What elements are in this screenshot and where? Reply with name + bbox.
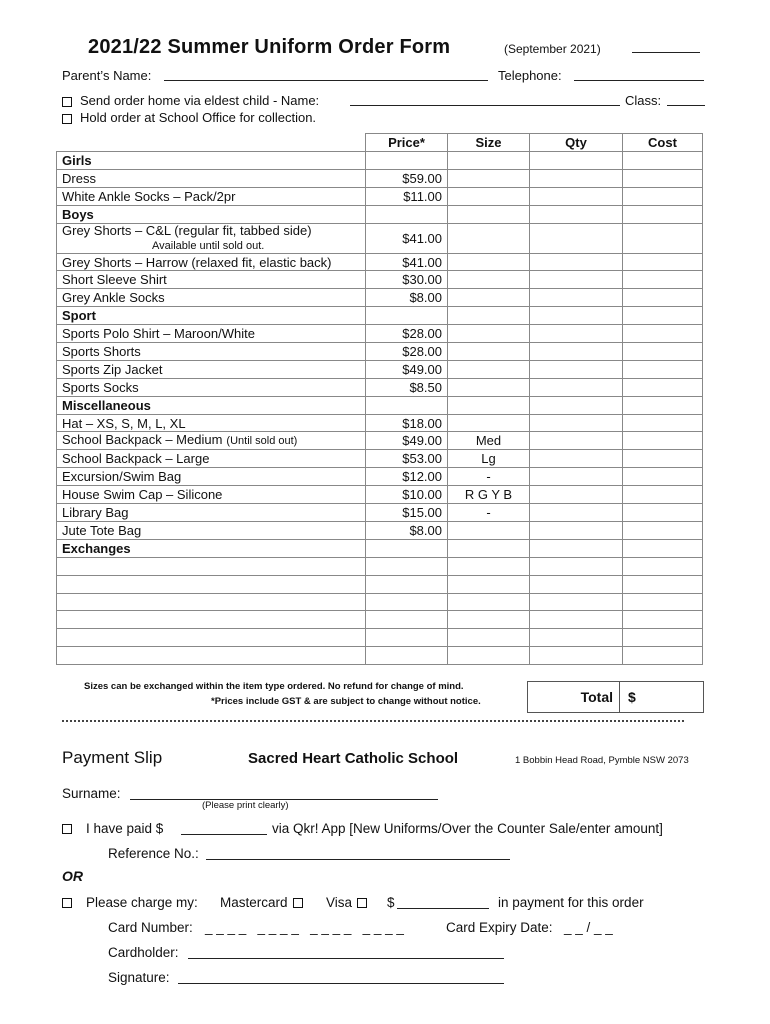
item-availability: Available until sold out. bbox=[152, 239, 265, 252]
cardholder-label: Cardholder: bbox=[108, 945, 179, 960]
qty-cell[interactable] bbox=[530, 378, 623, 396]
school-name: Sacred Heart Catholic School bbox=[248, 750, 459, 767]
item-cell bbox=[57, 205, 366, 223]
cost-cell[interactable] bbox=[623, 504, 703, 522]
qty-cell[interactable] bbox=[530, 414, 623, 432]
cost-cell[interactable] bbox=[623, 289, 703, 307]
size-cell[interactable] bbox=[448, 378, 530, 396]
item-row bbox=[57, 486, 703, 504]
size-cell[interactable] bbox=[448, 325, 530, 343]
section-row bbox=[57, 396, 703, 414]
item-name: Sports Polo Shirt – Maroon/White bbox=[62, 326, 255, 342]
price-cell bbox=[366, 557, 448, 575]
item-cell bbox=[57, 450, 366, 468]
price-cell: $15.00 bbox=[366, 504, 448, 522]
size-cell[interactable] bbox=[448, 253, 530, 271]
cost-cell[interactable] bbox=[623, 253, 703, 271]
surname-field[interactable] bbox=[130, 785, 438, 800]
size-cell[interactable] bbox=[448, 343, 530, 361]
qty-cell bbox=[530, 396, 623, 414]
qty-cell[interactable] bbox=[530, 593, 623, 611]
qty-cell[interactable] bbox=[530, 486, 623, 504]
item-name: Hat – XS, S, M, L, XL bbox=[62, 415, 186, 431]
price-cell: $18.00 bbox=[366, 414, 448, 432]
item-row bbox=[57, 468, 703, 486]
cost-cell[interactable] bbox=[623, 360, 703, 378]
price-cell bbox=[366, 647, 448, 665]
item-name: Exchanges bbox=[62, 540, 131, 556]
size-cell[interactable]: Lg bbox=[448, 450, 530, 468]
reference-field[interactable] bbox=[206, 845, 510, 860]
qty-cell[interactable] bbox=[530, 450, 623, 468]
size-cell[interactable] bbox=[448, 187, 530, 205]
item-cell bbox=[57, 307, 366, 325]
item-cell bbox=[57, 611, 366, 629]
item-cell bbox=[57, 253, 366, 271]
item-cell bbox=[57, 343, 366, 361]
paid-option bbox=[62, 821, 163, 836]
price-cell: $41.00 bbox=[366, 223, 448, 253]
order-table-body bbox=[57, 152, 703, 665]
qty-cell[interactable] bbox=[530, 325, 623, 343]
item-name: School Backpack – Medium bbox=[62, 432, 223, 448]
header-qty: Qty bbox=[530, 134, 623, 152]
item-row bbox=[57, 522, 703, 540]
item-name: Short Sleeve Shirt bbox=[62, 272, 167, 288]
blank-row bbox=[57, 611, 703, 629]
item-row bbox=[57, 450, 703, 468]
price-cell bbox=[366, 152, 448, 170]
form-blank-field[interactable] bbox=[632, 38, 700, 53]
price-cell: $59.00 bbox=[366, 169, 448, 187]
size-cell[interactable] bbox=[448, 414, 530, 432]
paid-checkbox[interactable] bbox=[62, 824, 72, 834]
size-cell bbox=[448, 152, 530, 170]
hold-label: Hold order at School Office for collection. bbox=[80, 110, 317, 125]
price-cell bbox=[366, 307, 448, 325]
price-cell: $12.00 bbox=[366, 468, 448, 486]
header-price: Price* bbox=[366, 134, 448, 152]
parent-name-field[interactable] bbox=[164, 66, 488, 81]
cost-cell bbox=[623, 307, 703, 325]
surname-label: Surname: bbox=[62, 786, 121, 801]
qty-cell[interactable] bbox=[530, 504, 623, 522]
qty-cell bbox=[530, 205, 623, 223]
item-cell bbox=[57, 539, 366, 557]
hold-option bbox=[62, 110, 316, 125]
item-name: Library Bag bbox=[62, 505, 129, 521]
item-row bbox=[57, 253, 703, 271]
price-cell: $8.00 bbox=[366, 289, 448, 307]
cost-cell bbox=[623, 205, 703, 223]
header-size: Size bbox=[448, 134, 530, 152]
blank-row bbox=[57, 575, 703, 593]
charge-dollar: $ bbox=[387, 895, 395, 910]
paid-amount-field[interactable] bbox=[181, 820, 267, 835]
size-cell[interactable] bbox=[448, 223, 530, 253]
qty-cell bbox=[530, 307, 623, 325]
item-cell bbox=[57, 360, 366, 378]
price-cell bbox=[366, 205, 448, 223]
item-cell bbox=[57, 325, 366, 343]
item-cell bbox=[57, 629, 366, 647]
qty-cell bbox=[530, 152, 623, 170]
class-field[interactable] bbox=[667, 91, 705, 106]
cost-cell[interactable] bbox=[623, 522, 703, 540]
mastercard-option bbox=[220, 895, 309, 910]
item-name: Grey Shorts – Harrow (relaxed fit, elastic back) bbox=[62, 254, 332, 270]
qty-cell[interactable] bbox=[530, 468, 623, 486]
size-cell[interactable] bbox=[448, 522, 530, 540]
size-cell[interactable]: R G Y B bbox=[448, 486, 530, 504]
send-home-label: Send order home via eldest child - Name: bbox=[80, 93, 320, 108]
print-hint: (Please print clearly) bbox=[202, 800, 289, 811]
qty-cell[interactable] bbox=[530, 289, 623, 307]
cost-cell[interactable] bbox=[623, 575, 703, 593]
size-cell[interactable] bbox=[448, 611, 530, 629]
qty-cell[interactable] bbox=[530, 557, 623, 575]
item-cell bbox=[57, 187, 366, 205]
cost-cell bbox=[623, 539, 703, 557]
item-cell bbox=[57, 271, 366, 289]
mastercard-label: Mastercard bbox=[220, 895, 288, 910]
price-cell: $11.00 bbox=[366, 187, 448, 205]
item-cell bbox=[57, 169, 366, 187]
price-cell: $28.00 bbox=[366, 343, 448, 361]
price-cell: $10.00 bbox=[366, 486, 448, 504]
card-number-label: Card Number: bbox=[108, 920, 193, 935]
child-name-field[interactable] bbox=[350, 91, 620, 106]
qty-cell[interactable] bbox=[530, 629, 623, 647]
cost-cell[interactable] bbox=[623, 325, 703, 343]
item-row bbox=[57, 360, 703, 378]
charge-label: Please charge my: bbox=[86, 895, 198, 910]
price-cell bbox=[366, 575, 448, 593]
cost-cell[interactable] bbox=[623, 629, 703, 647]
item-cell bbox=[57, 504, 366, 522]
cardholder-field[interactable] bbox=[188, 944, 504, 959]
item-name: Excursion/Swim Bag bbox=[62, 469, 182, 485]
cost-cell[interactable] bbox=[623, 343, 703, 361]
qty-cell[interactable] bbox=[530, 575, 623, 593]
qty-cell[interactable] bbox=[530, 271, 623, 289]
school-address: 1 Bobbin Head Road, Pymble NSW 2073 bbox=[515, 755, 689, 766]
item-row bbox=[57, 169, 703, 187]
telephone-field[interactable] bbox=[574, 66, 704, 81]
reference-label: Reference No.: bbox=[108, 846, 199, 861]
qty-cell bbox=[530, 539, 623, 557]
expiry-label: Card Expiry Date: bbox=[446, 920, 553, 935]
blank-row bbox=[57, 593, 703, 611]
send-home-checkbox[interactable] bbox=[62, 97, 72, 107]
form-title: 2021/22 Summer Uniform Order Form bbox=[88, 36, 451, 58]
item-cell bbox=[57, 396, 366, 414]
size-cell[interactable] bbox=[448, 289, 530, 307]
blank-row bbox=[57, 647, 703, 665]
item-name: Boys bbox=[62, 206, 94, 222]
exchange-note: Sizes can be exchanged within the item type ordered. No refund for change of mind. bbox=[84, 681, 464, 692]
charge-amount-field[interactable] bbox=[397, 894, 489, 909]
item-row bbox=[57, 432, 703, 450]
cost-cell[interactable] bbox=[623, 486, 703, 504]
hold-checkbox[interactable] bbox=[62, 114, 72, 124]
qty-cell[interactable] bbox=[530, 187, 623, 205]
qty-cell[interactable] bbox=[530, 223, 623, 253]
item-cell bbox=[57, 647, 366, 665]
cost-cell[interactable] bbox=[623, 271, 703, 289]
size-cell[interactable] bbox=[448, 557, 530, 575]
item-note: (Until sold out) bbox=[226, 435, 298, 448]
item-row bbox=[57, 504, 703, 522]
item-name: Girls bbox=[62, 152, 92, 168]
paid-prefix: I have paid $ bbox=[86, 821, 164, 836]
item-cell bbox=[57, 522, 366, 540]
size-cell[interactable]: - bbox=[448, 504, 530, 522]
section-row bbox=[57, 539, 703, 557]
item-cell bbox=[57, 486, 366, 504]
total-currency[interactable]: $ bbox=[628, 689, 636, 705]
gst-note: *Prices include GST & are subject to change without notice. bbox=[211, 696, 481, 707]
section-row bbox=[57, 205, 703, 223]
price-cell: $49.00 bbox=[366, 360, 448, 378]
order-table bbox=[56, 133, 703, 665]
cost-cell bbox=[623, 396, 703, 414]
size-cell bbox=[448, 205, 530, 223]
charge-option bbox=[62, 895, 198, 910]
item-name: Sports Socks bbox=[62, 379, 139, 395]
cost-cell[interactable] bbox=[623, 169, 703, 187]
or-label: OR bbox=[62, 868, 83, 884]
qty-cell[interactable] bbox=[530, 169, 623, 187]
size-cell[interactable] bbox=[448, 575, 530, 593]
price-cell bbox=[366, 539, 448, 557]
cut-line bbox=[62, 718, 684, 722]
signature-label: Signature: bbox=[108, 970, 170, 985]
item-row bbox=[57, 289, 703, 307]
item-name: House Swim Cap – Silicone bbox=[62, 487, 223, 503]
item-name: Sport bbox=[62, 308, 96, 324]
item-row bbox=[57, 378, 703, 396]
size-cell[interactable] bbox=[448, 360, 530, 378]
item-cell bbox=[57, 468, 366, 486]
cost-cell bbox=[623, 152, 703, 170]
item-name: Grey Shorts – C&L (regular fit, tabbed side) bbox=[62, 223, 312, 238]
item-name: Sports Shorts bbox=[62, 343, 141, 359]
item-cell bbox=[57, 152, 366, 170]
parent-name-label: Parent’s Name: bbox=[62, 68, 152, 83]
cost-cell[interactable] bbox=[623, 187, 703, 205]
cost-cell[interactable] bbox=[623, 223, 703, 253]
cost-cell[interactable] bbox=[623, 432, 703, 450]
form-edition: (September 2021) bbox=[504, 42, 601, 56]
charge-checkbox[interactable] bbox=[62, 898, 72, 908]
card-number-field[interactable]: _ _ _ _ _ _ _ _ _ _ _ _ _ _ _ _ bbox=[205, 920, 404, 935]
size-cell[interactable] bbox=[448, 271, 530, 289]
qty-cell[interactable] bbox=[530, 432, 623, 450]
cost-cell[interactable] bbox=[623, 450, 703, 468]
price-cell bbox=[366, 593, 448, 611]
price-cell: $30.00 bbox=[366, 271, 448, 289]
size-cell bbox=[448, 396, 530, 414]
price-cell: $41.00 bbox=[366, 253, 448, 271]
visa-option bbox=[326, 895, 373, 910]
item-cell bbox=[57, 575, 366, 593]
charge-suffix: in payment for this order bbox=[498, 895, 644, 910]
cost-cell[interactable] bbox=[623, 468, 703, 486]
item-row bbox=[57, 187, 703, 205]
size-cell bbox=[448, 539, 530, 557]
price-cell: $8.50 bbox=[366, 378, 448, 396]
blank-row bbox=[57, 629, 703, 647]
item-row bbox=[57, 223, 703, 253]
price-cell: $49.00 bbox=[366, 432, 448, 450]
payment-slip-title: Payment Slip bbox=[62, 748, 163, 767]
visa-label: Visa bbox=[326, 895, 353, 910]
cost-cell[interactable] bbox=[623, 378, 703, 396]
qty-cell[interactable] bbox=[530, 611, 623, 629]
cost-cell[interactable] bbox=[623, 647, 703, 665]
size-cell[interactable]: Med bbox=[448, 432, 530, 450]
size-cell[interactable] bbox=[448, 169, 530, 187]
qty-cell[interactable] bbox=[530, 253, 623, 271]
item-cell bbox=[57, 414, 366, 432]
section-row bbox=[57, 152, 703, 170]
price-cell bbox=[366, 629, 448, 647]
item-cell bbox=[57, 289, 366, 307]
qty-cell[interactable] bbox=[530, 647, 623, 665]
price-cell: $53.00 bbox=[366, 450, 448, 468]
item-name: White Ankle Socks – Pack/2pr bbox=[62, 188, 236, 204]
qty-cell[interactable] bbox=[530, 343, 623, 361]
qty-cell[interactable] bbox=[530, 360, 623, 378]
cost-cell[interactable] bbox=[623, 593, 703, 611]
size-cell[interactable] bbox=[448, 593, 530, 611]
item-cell bbox=[57, 432, 366, 450]
item-name: Jute Tote Bag bbox=[62, 522, 142, 538]
item-row bbox=[57, 271, 703, 289]
item-cell bbox=[57, 223, 366, 253]
size-cell bbox=[448, 307, 530, 325]
item-name: School Backpack – Large bbox=[62, 451, 210, 467]
cost-cell[interactable] bbox=[623, 611, 703, 629]
expiry-field[interactable]: _ _ / _ _ bbox=[564, 920, 613, 935]
size-cell[interactable] bbox=[448, 629, 530, 647]
price-cell: $28.00 bbox=[366, 325, 448, 343]
header-item-blank bbox=[57, 134, 366, 152]
price-cell bbox=[366, 396, 448, 414]
class-label: Class: bbox=[625, 93, 662, 108]
total-box bbox=[527, 681, 704, 713]
header-cost: Cost bbox=[623, 134, 703, 152]
paid-suffix: via Qkr! App [New Uniforms/Over the Counter Sale/enter amount] bbox=[272, 821, 663, 836]
item-row bbox=[57, 325, 703, 343]
table-header-row bbox=[57, 134, 703, 152]
item-cell bbox=[57, 557, 366, 575]
qty-cell[interactable] bbox=[530, 522, 623, 540]
blank-row bbox=[57, 557, 703, 575]
size-cell[interactable]: - bbox=[448, 468, 530, 486]
price-cell bbox=[366, 611, 448, 629]
cost-cell[interactable] bbox=[623, 557, 703, 575]
price-cell: $8.00 bbox=[366, 522, 448, 540]
signature-field[interactable] bbox=[178, 969, 504, 984]
size-cell[interactable] bbox=[448, 647, 530, 665]
item-cell bbox=[57, 378, 366, 396]
item-name: Grey Ankle Socks bbox=[62, 290, 165, 306]
item-row bbox=[57, 343, 703, 361]
item-row bbox=[57, 414, 703, 432]
send-home-option bbox=[62, 93, 319, 108]
section-row bbox=[57, 307, 703, 325]
telephone-label: Telephone: bbox=[498, 68, 562, 83]
total-label: Total bbox=[528, 682, 620, 712]
item-cell bbox=[57, 593, 366, 611]
item-name: Dress bbox=[62, 170, 96, 186]
visa-checkbox[interactable] bbox=[357, 898, 367, 908]
item-name: Miscellaneous bbox=[62, 397, 151, 413]
item-name: Sports Zip Jacket bbox=[62, 361, 163, 377]
cost-cell[interactable] bbox=[623, 414, 703, 432]
mastercard-checkbox[interactable] bbox=[293, 898, 303, 908]
